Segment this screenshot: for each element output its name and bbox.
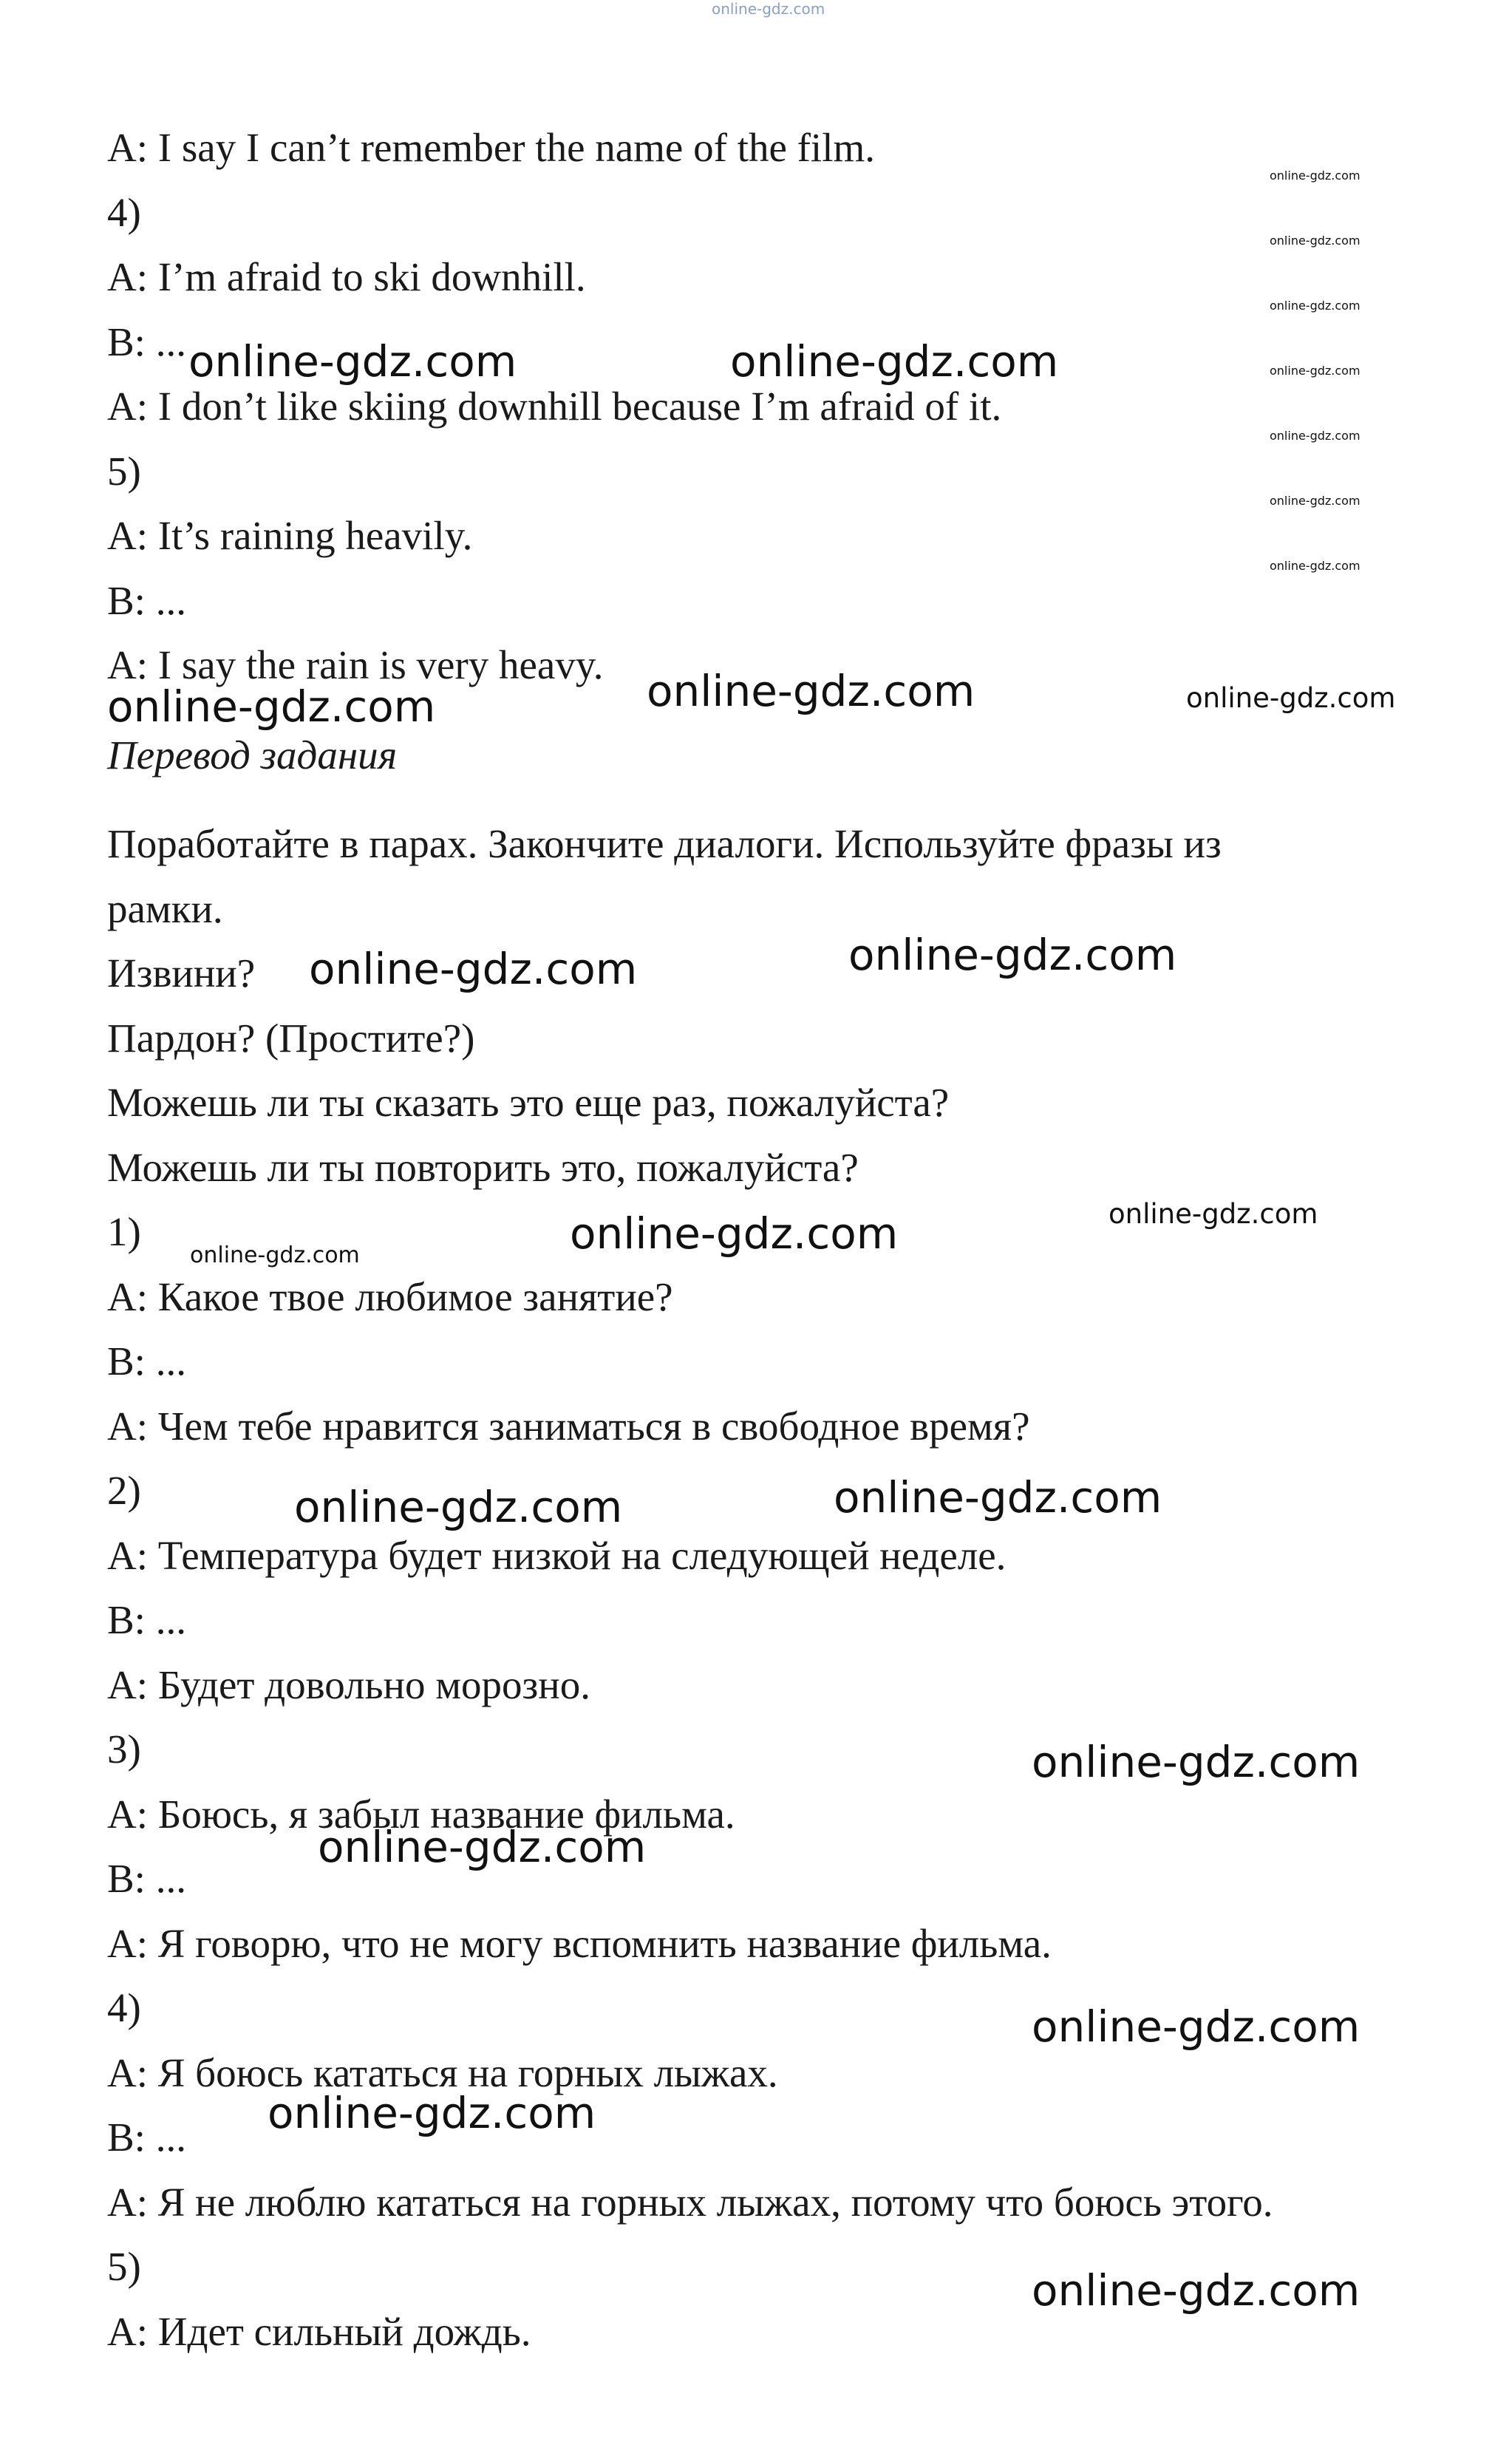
watermark: online-gdz.com bbox=[1270, 299, 1361, 313]
dialogue-line: 3) bbox=[107, 1727, 141, 1772]
phrase-item: Извини? bbox=[107, 950, 256, 996]
watermark: online-gdz.com bbox=[294, 1482, 623, 1532]
watermark: online-gdz.com bbox=[309, 944, 638, 994]
watermark: online-gdz.com bbox=[570, 1208, 899, 1259]
text-line: B: ... bbox=[107, 578, 186, 623]
watermark: online-gdz.com bbox=[1109, 1198, 1318, 1230]
text-line: B: ... bbox=[107, 319, 186, 364]
watermark: online-gdz.com bbox=[1032, 2001, 1361, 2052]
watermark: online-gdz.com bbox=[190, 1242, 360, 1268]
dialogue-line: A: Я не люблю кататься на горных лыжах, потому что боюсь этого. bbox=[107, 2180, 1273, 2225]
dialogue-line: 1) bbox=[107, 1209, 141, 1254]
watermark: online-gdz.com bbox=[268, 2088, 596, 2138]
translation-heading: Перевод задания bbox=[107, 732, 398, 778]
header-site-mark: online-gdz.com bbox=[712, 0, 825, 18]
instructions-line: Поработайте в парах. Закончите диалоги. Используйте фразы из bbox=[107, 821, 1222, 866]
watermark: online-gdz.com bbox=[848, 930, 1177, 980]
text-line: A: I’m afraid to ski downhill. bbox=[107, 254, 586, 299]
watermark: online-gdz.com bbox=[730, 336, 1059, 387]
dialogue-line: A: Чем тебе нравится заниматься в свободное время? bbox=[107, 1404, 1030, 1449]
dialogue-line: 2) bbox=[107, 1468, 141, 1513]
text-line: A: I don’t like skiing downhill because I’m afraid of it. bbox=[107, 384, 1002, 429]
text-line: A: I say I can’t remember the name of the film. bbox=[107, 125, 876, 170]
dialogue-line: A: Будет довольно морозно. bbox=[107, 1662, 590, 1707]
watermark: online-gdz.com bbox=[1270, 494, 1361, 508]
text-line: A: It’s raining heavily. bbox=[107, 513, 473, 558]
watermark: online-gdz.com bbox=[318, 1822, 647, 1872]
dialogue-line: B: ... bbox=[107, 2115, 186, 2160]
dialogue-line: B: ... bbox=[107, 1856, 186, 1901]
watermark: online-gdz.com bbox=[834, 1472, 1162, 1523]
watermark: online-gdz.com bbox=[188, 336, 517, 387]
watermark: online-gdz.com bbox=[647, 666, 975, 716]
watermark: online-gdz.com bbox=[1270, 364, 1361, 378]
dialogue-line: A: Боюсь, я забыл название фильма. bbox=[107, 1792, 735, 1837]
dialogue-line: A: Температура будет низкой на следующей неделе. bbox=[107, 1533, 1007, 1578]
phrase-item: Пардон? (Простите?) bbox=[107, 1016, 475, 1061]
dialogue-line: A: Идет сильный дождь. bbox=[107, 2309, 531, 2354]
phrase-item: Можешь ли ты сказать это еще раз, пожалуйста? bbox=[107, 1080, 950, 1125]
watermark: online-gdz.com bbox=[1270, 429, 1361, 443]
text-line: 5) bbox=[107, 449, 141, 494]
text-line: 4) bbox=[107, 190, 141, 235]
instructions-line: рамки. bbox=[107, 886, 223, 931]
text-line: A: I say the rain is very heavy. bbox=[107, 642, 604, 687]
dialogue-line: A: Я говорю, что не могу вспомнить название фильма. bbox=[107, 1921, 1052, 1966]
watermark: online-gdz.com bbox=[1270, 234, 1361, 248]
watermark: online-gdz.com bbox=[1270, 559, 1361, 573]
dialogue-line: A: Я боюсь кататься на горных лыжах. bbox=[107, 2050, 778, 2095]
dialogue-line: 4) bbox=[107, 1985, 141, 2030]
dialogue-line: 5) bbox=[107, 2244, 141, 2289]
phrase-item: Можешь ли ты повторить это, пожалуйста? bbox=[107, 1145, 859, 1190]
watermark: online-gdz.com bbox=[1186, 682, 1396, 714]
watermark: online-gdz.com bbox=[1032, 1737, 1361, 1787]
watermark: online-gdz.com bbox=[107, 681, 436, 732]
dialogue-line: A: Какое твое любимое занятие? bbox=[107, 1274, 673, 1319]
watermark: online-gdz.com bbox=[1032, 2265, 1361, 2316]
watermark: online-gdz.com bbox=[1270, 169, 1361, 183]
dialogue-line: B: ... bbox=[107, 1597, 186, 1642]
dialogue-line: B: ... bbox=[107, 1338, 186, 1384]
